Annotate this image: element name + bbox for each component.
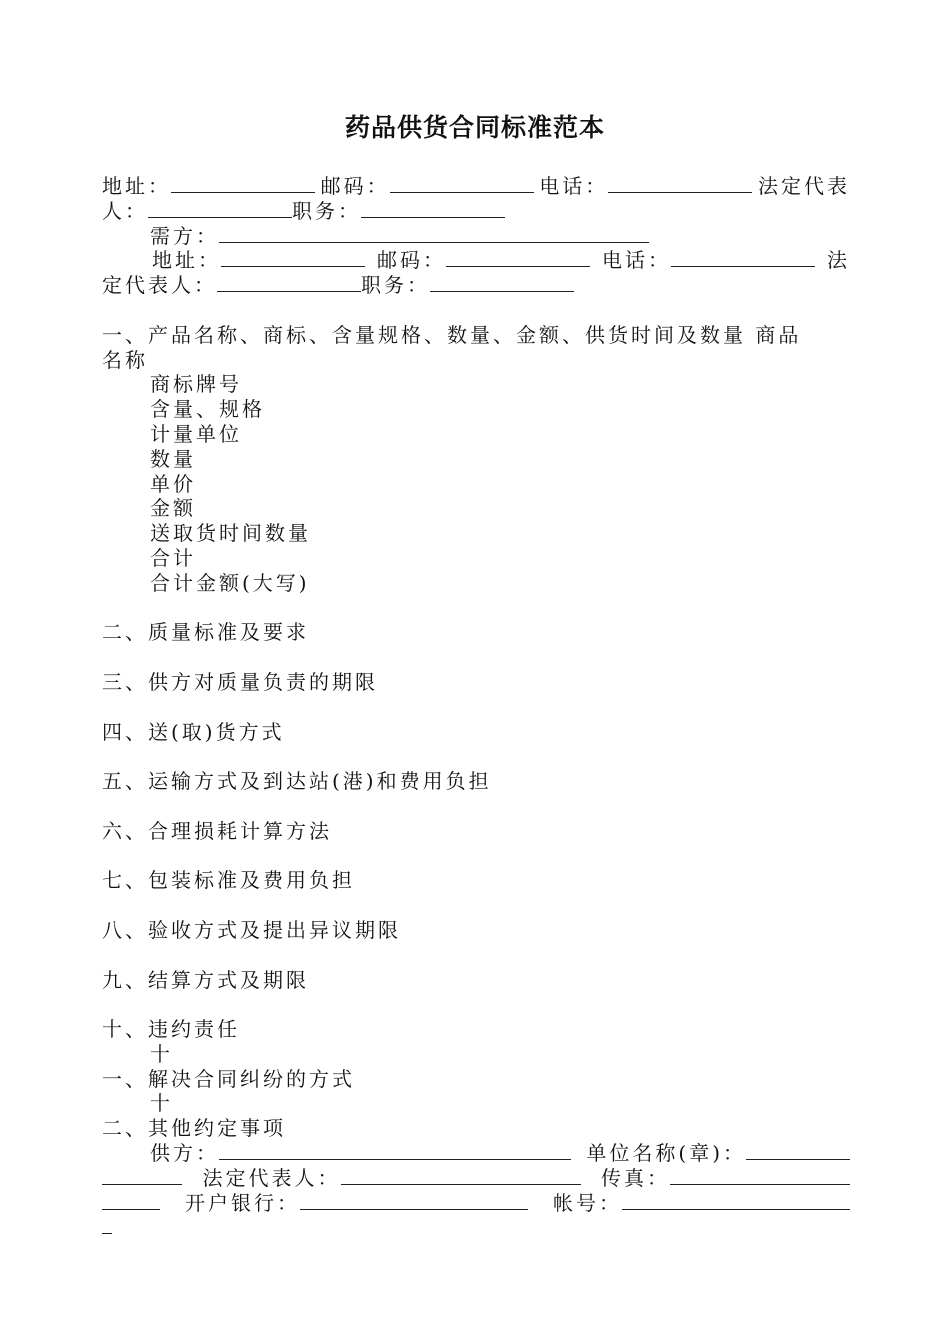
supplier-postcode-label: 邮码： bbox=[377, 248, 446, 273]
supplier-postcode-blank bbox=[446, 248, 590, 267]
supplier-position-label: 职务： bbox=[361, 273, 430, 298]
supplier-line-1 bbox=[102, 248, 850, 273]
phone-blank bbox=[608, 174, 752, 193]
supplier-line-2 bbox=[102, 273, 850, 298]
section-heading: 五、运输方式及到达站(港)和费用负担 bbox=[102, 769, 492, 794]
section-1-item: 合计 bbox=[150, 545, 196, 570]
buyer-line-1 bbox=[102, 174, 850, 199]
bank-blank bbox=[300, 1191, 528, 1210]
unit-name-blank bbox=[746, 1141, 850, 1160]
section-heading: 四、送(取)货方式 bbox=[102, 719, 285, 744]
section-12-heading: 二、其他约定事项 bbox=[102, 1116, 286, 1141]
postcode-label: 邮码： bbox=[320, 174, 390, 198]
supplier-phone-blank bbox=[671, 248, 815, 267]
supplier-legal-rep-blank bbox=[217, 273, 361, 292]
section-heading: 八、验收方式及提出异议期限 bbox=[102, 917, 401, 942]
section-1-heading: 一、产品名称、商标、含量规格、数量、金额、供货时间及数量 商品 bbox=[102, 322, 802, 347]
legal-rep-label-part-b: 人： bbox=[102, 198, 148, 223]
unit-name-label: 单位名称(章)： bbox=[586, 1141, 746, 1166]
postcode-blank bbox=[390, 174, 534, 193]
legal-rep-label-part-a: 法定代表 bbox=[757, 174, 850, 198]
document-title: 药品供货合同标准范本 bbox=[344, 113, 605, 142]
bank-label: 开户银行： bbox=[185, 1190, 300, 1215]
supplier-position-blank bbox=[430, 273, 574, 292]
section-11-heading: 一、解决合同纠纷的方式 bbox=[102, 1066, 355, 1091]
supplier-legal-rep-label-part-a: 法 bbox=[827, 248, 850, 273]
document-body bbox=[102, 174, 850, 1240]
legal-rep-blank bbox=[148, 199, 292, 218]
supplier-phone-label: 电话： bbox=[602, 248, 671, 273]
buyer-line-2 bbox=[102, 199, 850, 224]
signature-line-1 bbox=[102, 1141, 850, 1166]
account-blank bbox=[622, 1191, 850, 1210]
signature-line-2 bbox=[102, 1166, 850, 1191]
address-label: 地址： bbox=[102, 174, 171, 198]
section-heading: 七、包装标准及费用负担 bbox=[102, 868, 355, 893]
phone-label: 电话： bbox=[539, 174, 609, 198]
unit-name-blank-cont bbox=[102, 1166, 182, 1185]
demand-line bbox=[102, 224, 850, 249]
section-1-item: 合计金额(大写) bbox=[150, 570, 310, 595]
section-1-item: 计量单位 bbox=[150, 421, 242, 446]
section-1-item: 单价 bbox=[150, 471, 196, 496]
supplier-legal-rep-label-part-b: 定代表人： bbox=[102, 273, 217, 298]
fax-blank-cont bbox=[102, 1191, 160, 1210]
address-blank bbox=[171, 174, 315, 193]
section-1-item: 金额 bbox=[150, 496, 196, 521]
supplier-sign-blank bbox=[219, 1141, 571, 1160]
fax-blank bbox=[670, 1166, 850, 1185]
account-blank-cont bbox=[102, 1215, 112, 1234]
section-1-item: 数量 bbox=[150, 446, 196, 471]
legal-rep-sign-blank bbox=[341, 1166, 581, 1185]
section-1-item: 商标牌号 bbox=[150, 372, 242, 397]
section-1-item: 送取货时间数量 bbox=[150, 521, 311, 546]
position-label: 职务： bbox=[292, 198, 361, 223]
section-12-prefix: 十 bbox=[150, 1091, 173, 1116]
supplier-sign-label: 供方： bbox=[150, 1141, 219, 1166]
legal-rep-sign-label: 法定代表人： bbox=[202, 1165, 341, 1190]
section-heading: 二、质量标准及要求 bbox=[102, 620, 309, 645]
section-heading: 三、供方对质量负责的期限 bbox=[102, 669, 378, 694]
supplier-address-label: 地址： bbox=[152, 248, 221, 273]
account-label: 帐号： bbox=[553, 1190, 622, 1215]
demand-blank bbox=[219, 224, 649, 243]
section-1-heading-cont: 名称 bbox=[102, 347, 148, 372]
position-blank bbox=[361, 199, 505, 218]
signature-line-4 bbox=[102, 1215, 850, 1240]
fax-label: 传真： bbox=[601, 1165, 670, 1190]
supplier-address-blank bbox=[221, 248, 365, 267]
section-heading: 九、结算方式及期限 bbox=[102, 967, 309, 992]
section-heading: 十、违约责任 bbox=[102, 1017, 240, 1042]
section-1-item: 含量、规格 bbox=[150, 397, 265, 422]
section-11-prefix: 十 bbox=[150, 1041, 173, 1066]
section-heading: 六、合理损耗计算方法 bbox=[102, 818, 332, 843]
demand-label: 需方： bbox=[150, 223, 219, 248]
signature-line-3 bbox=[102, 1191, 850, 1216]
